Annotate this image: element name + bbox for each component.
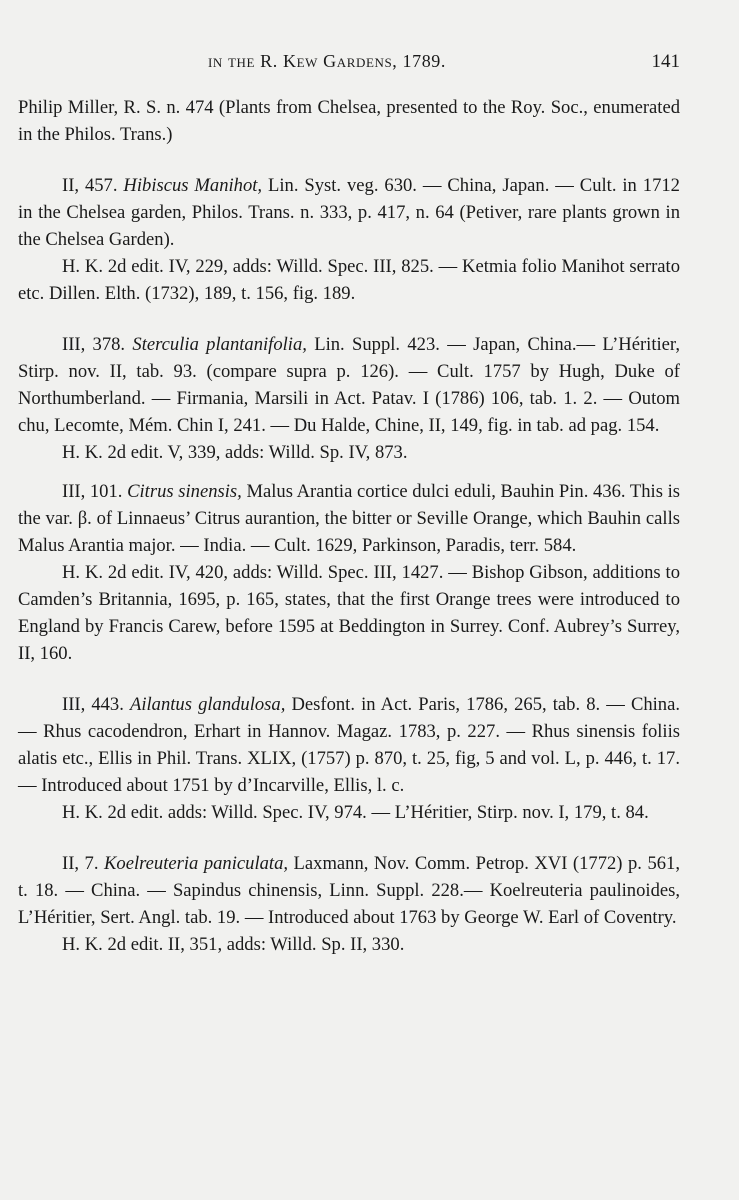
entry-koelreuteria <box>18 850 680 958</box>
entry-ref: III, 378. <box>62 334 126 355</box>
entry-body: Malus Arantia cortice dulci eduli, Bauhin Pin. 436. This is the var. β. of Linnaeus’ Citrus aurantion, the bitter or Seville Orange, which Bauhin calls Malus Arantia major. — India. — Cult. 1629, Parkinson, Paradis, terr. 584. <box>18 481 681 556</box>
hk-paragraph: H. K. 2d edit. IV, 420, adds: Willd. Spec. III, 1427. — Bishop Gibson, additions to Camden’s Britannia, 1695, p. 165, states, that the first Orange trees were introduced to England by Francis Carew, before 1595 at Beddington in Surrey. Conf. Aubrey’s Surrey, II, 160. <box>18 562 680 664</box>
species-name: Hibiscus Manihot, <box>123 175 263 196</box>
hk-paragraph: H. K. 2d edit. adds: Willd. Spec. IV, 974. — L’Héritier, Stirp. nov. I, 179, t. 84. <box>62 802 649 823</box>
book-page <box>18 48 680 958</box>
entry-citrus <box>18 478 680 667</box>
entry-sterculia <box>18 331 680 466</box>
entry-body: Lin. Suppl. 423. — Japan, China.— L’Héritier, Stirp. nov. II, tab. 93. (compare supra p. 126). — Cult. 1757 by Hugh, Duke of Northumberland. — Firmania, Marsili in Act. Patav. I (1786) 106, tab. 1. 2. — Outom chu, Lecomte, Mém. Chin I, 241. — Du Halde, Chine, II, 149, fig. in tab. ad pag. 154. <box>18 334 680 436</box>
species-name: Ailantus glandulosa, <box>129 694 286 715</box>
entry-paragraph <box>18 331 680 439</box>
entry-ref: III, 101. <box>62 481 123 502</box>
running-head <box>18 48 680 82</box>
entry-ref: III, 443. <box>62 694 124 715</box>
species-name: Citrus sinensis, <box>127 481 242 502</box>
entry-paragraph <box>18 172 680 253</box>
species-name: Koelreuteria paniculata, <box>104 853 289 874</box>
hk-paragraph: H. K. 2d edit. II, 351, adds: Willd. Sp. II, 330. <box>62 934 405 955</box>
species-name: Sterculia plantanifolia, <box>132 334 307 355</box>
entry-paragraph <box>18 691 680 799</box>
entry-body: Desfont. in Act. Paris, 1786, 265, tab. 8. — China. — Rhus cacodendron, Erhart in Hannov. Magaz. 1783, p. 227. — Rhus sinensis foliis alatis etc., Ellis in Phil. Trans. XLIX, (1757) p. 870, t. 25, fig, 5 and vol. L, p. 446, t. 17. — Introduced about 1751 by d’Incarville, Ellis, l. c. <box>18 694 681 796</box>
entry-ref: II, 7. <box>62 853 99 874</box>
entry-ref: II, 457. <box>62 175 118 196</box>
entry-body: Laxmann, Nov. Comm. Petrop. XVI (1772) p. 561, t. 18. — China. — Sapindus chinensis, Linn. Suppl. 228.— Koelreuteria paulinoides, L’Héritier, Sert. Angl. tab. 19. — Introduced about 1763 by George W. Earl of Coventry. <box>18 853 680 928</box>
intro-paragraph: Philip Miller, R. S. n. 474 (Plants from Chelsea, presented to the Roy. Soc., enumerated in the Philos. Trans.) <box>18 97 680 145</box>
entry-paragraph <box>18 850 680 931</box>
entry-ailantus <box>18 691 680 826</box>
hk-paragraph: H. K. 2d edit. IV, 229, adds: Willd. Spec. III, 825. — Ketmia folio Manihot serrato etc. Dillen. Elth. (1732), 189, t. 156, fig. 189. <box>18 256 680 304</box>
hk-paragraph: H. K. 2d edit. V, 339, adds: Willd. Sp. IV, 873. <box>62 442 408 463</box>
entry-paragraph <box>18 478 680 559</box>
entry-body: Lin. Syst. veg. 630. — China, Japan. — Cult. in 1712 in the Chelsea garden, Philos. Trans. n. 333, p. 417, n. 64 (Petiver, rare plants grown in the Chelsea Garden). <box>18 175 680 250</box>
running-title: in the R. Kew Gardens, 1789. <box>208 51 447 71</box>
page-number: 141 <box>651 51 680 72</box>
entry-hibiscus <box>18 172 680 307</box>
